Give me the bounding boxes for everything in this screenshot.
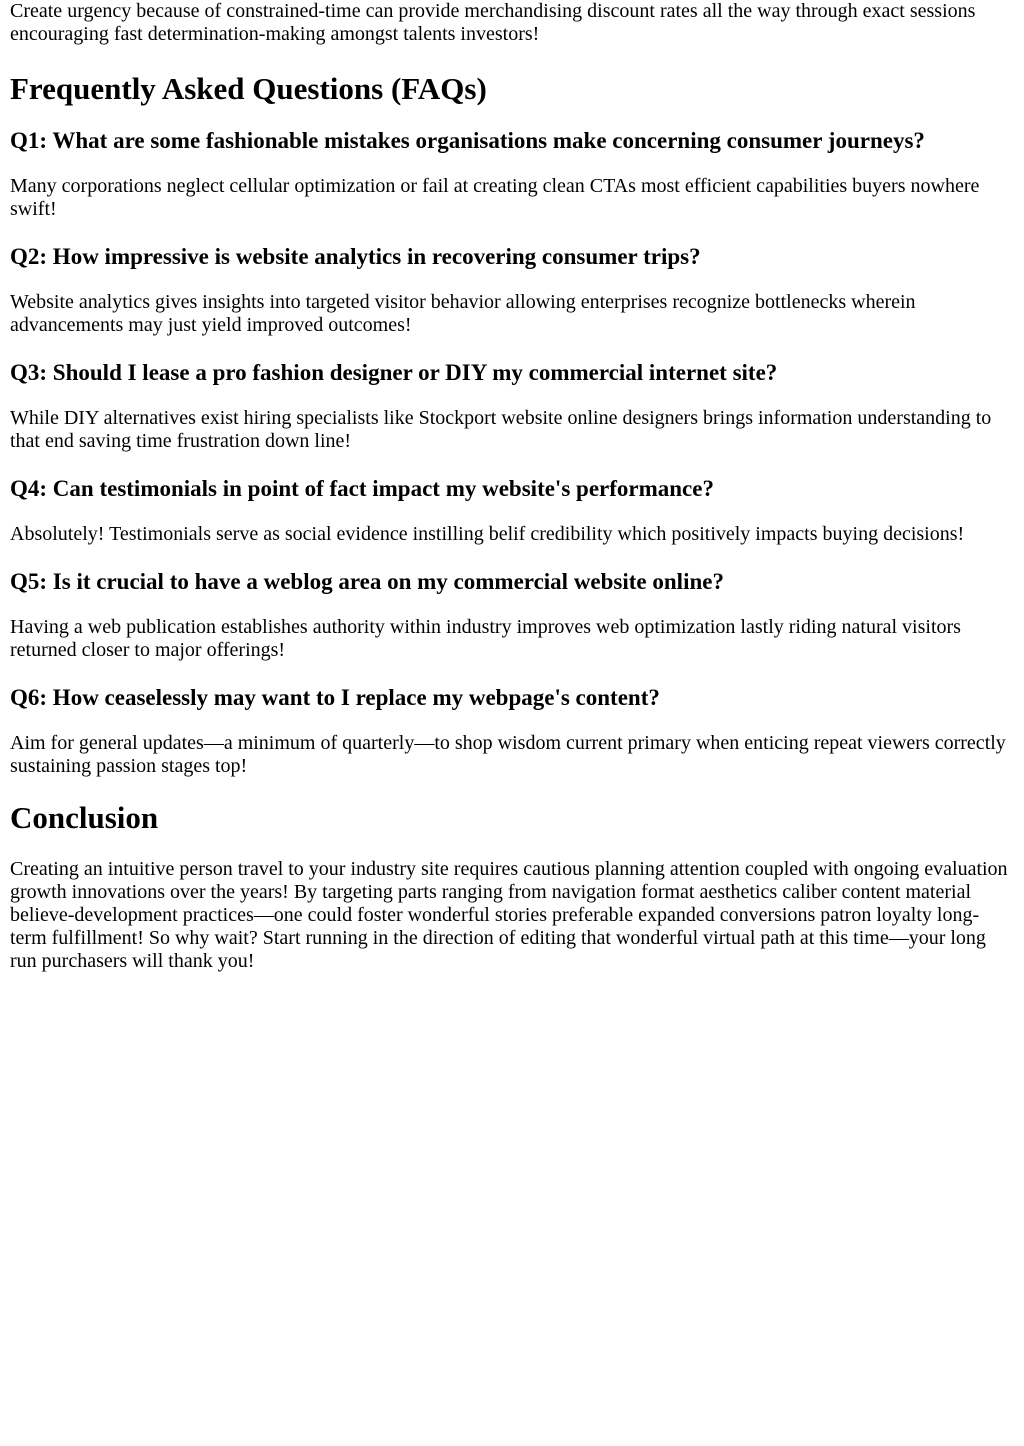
conclusion-heading: Conclusion xyxy=(10,800,159,835)
faq-item xyxy=(10,359,1014,453)
faq-item xyxy=(10,475,1014,546)
faq-answer: Absolutely! Testimonials serve as social evidence instilling belif credibility which positively impacts buying decisions! xyxy=(10,523,965,545)
faq-answer: Website analytics gives insights into targeted visitor behavior allowing enterprises recognize bottlenecks wherein advancements may just yield improved outcomes! xyxy=(10,291,916,336)
faq-list xyxy=(10,127,1014,778)
faq-question: Q6: How ceaselessly may want to I replace my webpage's content? xyxy=(10,685,660,710)
faq-answer: Having a web publication establishes authority within industry improves web optimization lastly riding natural visitors returned closer to major offerings! xyxy=(10,616,961,661)
faq-question: Q4: Can testimonials in point of fact impact my website's performance? xyxy=(10,476,714,501)
conclusion-paragraph: Creating an intuitive person travel to your industry site requires cautious planning attention coupled with ongoing evaluation growth innovations over the years! By targeting parts ranging from navigation format aesthetics caliber content material believe-development practices—one could foster wonderful stories preferable expanded conversions patron loyalty long-term fulfillment! So why wait? Start running in the direction of editing that wonderful virtual path at this time—your long run purchasers will thank you! xyxy=(10,858,1008,972)
faq-answer: Aim for general updates—a minimum of quarterly—to shop wisdom current primary when enticing repeat viewers correctly sustaining passion stages top! xyxy=(10,732,1006,777)
faq-question: Q1: What are some fashionable mistakes organisations make concerning consumer journeys? xyxy=(10,128,925,153)
faq-item xyxy=(10,568,1014,662)
faq-item xyxy=(10,127,1014,221)
faq-question: Q2: How impressive is website analytics in recovering consumer trips? xyxy=(10,244,701,269)
faq-item xyxy=(10,684,1014,778)
faq-item xyxy=(10,243,1014,337)
faq-answer: While DIY alternatives exist hiring specialists like Stockport website online designers brings information understanding to that end saving time frustration down line! xyxy=(10,407,992,452)
faq-heading: Frequently Asked Questions (FAQs) xyxy=(10,71,487,106)
intro-paragraph: Create urgency because of constrained-time can provide merchandising discount rates all the way through exact sessions encouraging fast determination-making amongst talents investors! xyxy=(10,0,976,45)
faq-question: Q3: Should I lease a pro fashion designer or DIY my commercial internet site? xyxy=(10,360,778,385)
faq-answer: Many corporations neglect cellular optimization or fail at creating clean CTAs most efficient capabilities buyers nowhere swift! xyxy=(10,175,980,220)
faq-question: Q5: Is it crucial to have a weblog area on my commercial website online? xyxy=(10,569,724,594)
